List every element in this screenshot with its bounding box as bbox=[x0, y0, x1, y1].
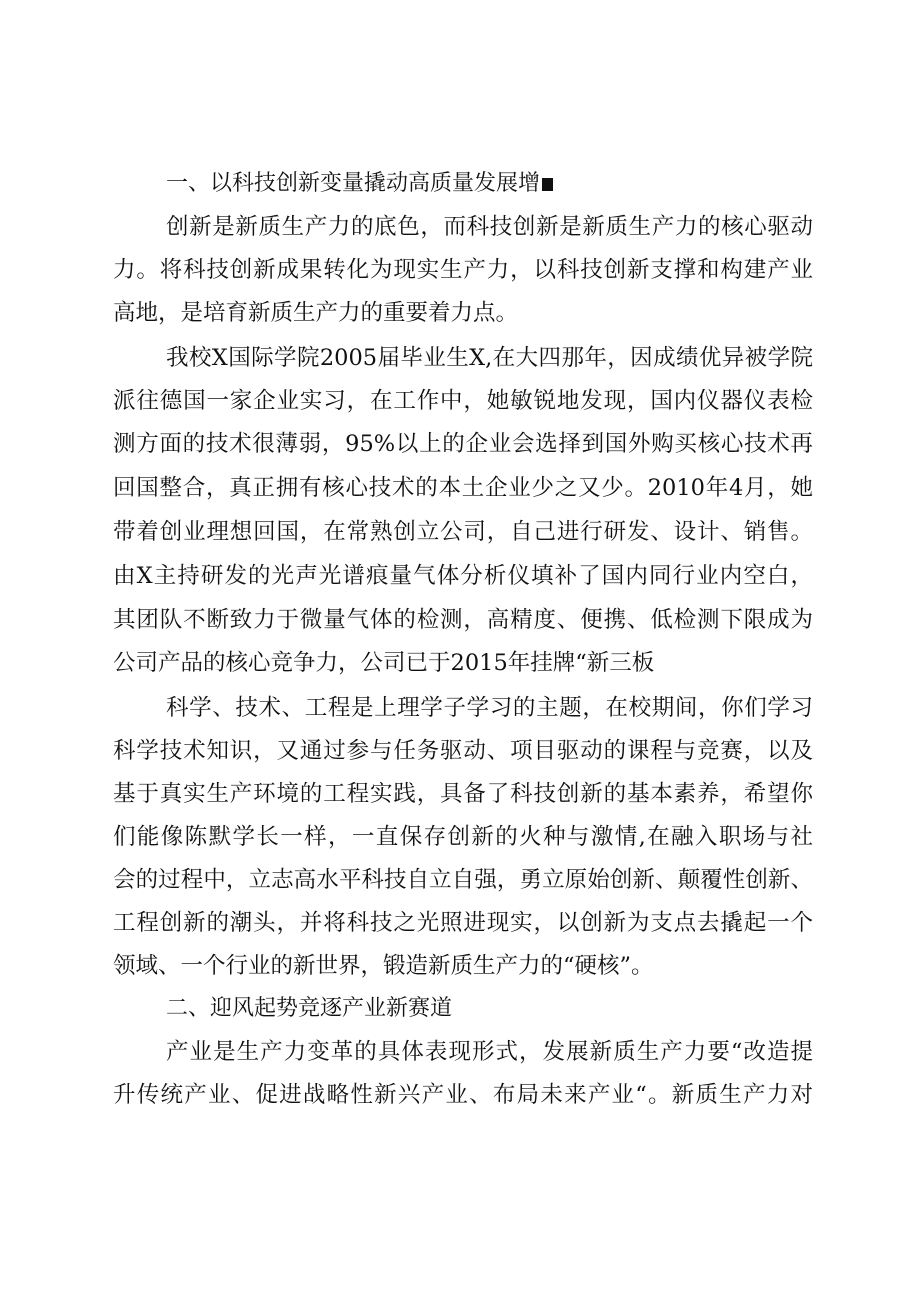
para2-line-4: 回国整合，真正拥有核心技术的本土企业少之又少。2010年4月，她 bbox=[113, 475, 813, 501]
para2-line-8: 公司产品的核心竞争力，公司已于2015年挂牌“新三板 bbox=[113, 650, 655, 676]
para2-line-3: 测方面的技术很薄弱，95%以上的企业会选择到国外购买核心技术再 bbox=[113, 431, 813, 457]
para2-line-1: 我校X国际学院2005届毕业生X,在大四那年，因成绩优异被学院 bbox=[166, 345, 813, 371]
para2-line-7: 其团队不断致力于微量气体的检测，高精度、便携、低检测下限成为 bbox=[113, 607, 813, 633]
para3-line-7: 领域、一个行业的新世界，锻造新质生产力的“硬核”。 bbox=[113, 953, 654, 979]
para2-line-2: 派往德国一家企业实习，在工作中，她敏锐地发现，国内仪器仪表检 bbox=[113, 388, 813, 414]
section-heading-2: 二、迎风起势竞逐产业新赛道 bbox=[166, 996, 453, 1021]
para2-line-5: 带着创业理想回国，在常熟创立公司，自己进行研发、设计、销售。 bbox=[113, 519, 813, 545]
para2-line-6: 由X主持研发的光声光谱痕量气体分析仪填补了国内同行业内空白， bbox=[113, 563, 813, 589]
square-marker-icon bbox=[542, 178, 553, 191]
para1-line-2: 力。将科技创新成果转化为现实生产力，以科技创新支撑和构建产业 bbox=[113, 257, 813, 283]
para4-line-1: 产业是生产力变革的具体表现形式，发展新质生产力要“改造提 bbox=[166, 1039, 813, 1065]
para3-line-3: 基于真实生产环境的工程实践，具备了科技创新的基本素养，希望你 bbox=[113, 781, 813, 807]
para1-line-1: 创新是新质生产力的底色，而科技创新是新质生产力的核心驱动 bbox=[166, 214, 813, 240]
section-heading-1-text: 一、以科技创新变量撬动高质量发展增 bbox=[166, 171, 541, 196]
para3-line-1: 科学、技术、工程是上理学子学习的主题，在校期间，你们学习 bbox=[166, 695, 813, 721]
para3-line-4: 们能像陈默学长一样，一直保存创新的火种与激情,在融入职场与社 bbox=[113, 824, 813, 850]
para3-line-6: 工程创新的潮头，并将科技之光照进现实，以创新为支点去撬起一个 bbox=[113, 910, 813, 936]
para3-line-2: 科学技术知识，又通过参与任务驱动、项目驱动的课程与竞赛，以及 bbox=[113, 738, 813, 764]
para1-line-3: 高地，是培育新质生产力的重要着力点。 bbox=[113, 300, 519, 326]
para3-line-5: 会的过程中，立志高水平科技自立自强，勇立原始创新、颠覆性创新、 bbox=[113, 867, 813, 893]
section-heading-1 bbox=[166, 162, 553, 206]
para4-line-2: 升传统产业、促进战略性新兴产业、布局未来产业“。新质生产力对 bbox=[113, 1082, 813, 1108]
